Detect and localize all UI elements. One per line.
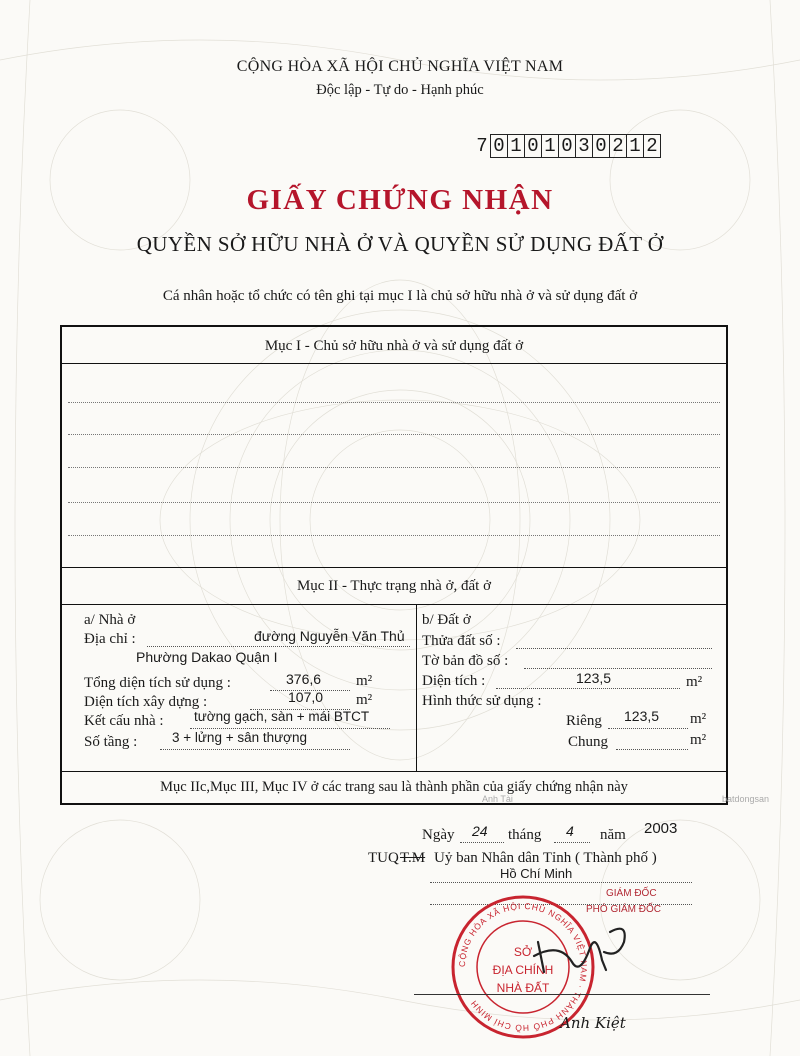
serial-boxes xyxy=(490,134,661,158)
section2-heading: Mục II - Thực trạng nhà ở, đất ở xyxy=(296,578,492,594)
serial-digit: 0 xyxy=(592,135,609,157)
unit-m2: m² xyxy=(356,673,373,689)
dotted-fill xyxy=(516,648,712,649)
private-label: Riêng xyxy=(566,713,602,729)
dotted-fill xyxy=(430,882,692,883)
land-area-label: Diện tích : xyxy=(422,673,486,689)
svg-text:ĐỊA CHÍNH: ĐỊA CHÍNH xyxy=(492,963,554,977)
dotted-fill xyxy=(460,842,504,843)
structure-label: Kết cấu nhà : xyxy=(84,713,164,729)
address-line1: đường Nguyễn Văn Thủ xyxy=(254,628,405,644)
section1-heading: Mục I - Chủ sở hữu nhà ở và sử dụng đất ở xyxy=(264,338,524,354)
floors-value: 3 + lửng + sân thượng xyxy=(172,730,308,745)
dotted-fill xyxy=(608,728,688,729)
date-year: 2003 xyxy=(644,820,678,837)
unit-m2: m² xyxy=(356,692,373,708)
built-area-value: 107,0 xyxy=(288,689,324,705)
divider xyxy=(60,604,728,605)
document-title: GIẤY CHỨNG NHẬN xyxy=(246,184,554,216)
signature-mark xyxy=(520,912,640,982)
land-area-value: 123,5 xyxy=(576,670,612,686)
land-heading: b/ Đất ở xyxy=(422,612,471,628)
signer-name: Anh Kiệt xyxy=(560,1014,626,1032)
dotted-fill xyxy=(554,842,590,843)
svg-text:SỞ: SỞ xyxy=(513,945,533,959)
seal-ring-text: CỘNG HÒA XÃ HỘI CHỦ NGHĨA VIỆT NAM · THÀNH PHỐ HỒ CHÍ MINH xyxy=(456,900,590,1034)
svg-text:NHÀ ĐẤT: NHÀ ĐẤT xyxy=(496,981,550,995)
owner-line xyxy=(68,434,720,435)
document-subtitle: QUYỀN SỞ HỮU NHÀ Ở VÀ QUYỀN SỬ DỤNG ĐẤT Ở xyxy=(136,232,664,256)
divider xyxy=(60,363,728,364)
total-area-value: 376,6 xyxy=(286,671,322,687)
dotted-fill xyxy=(160,749,350,750)
address-line2: Phường Dakao Quận I xyxy=(136,649,278,665)
role-director: GIÁM ĐỐC xyxy=(606,888,657,899)
serial-digit: 1 xyxy=(541,135,558,157)
total-area-label: Tổng diện tích sử dụng : xyxy=(84,675,231,691)
footnote: Mục IIc,Mục III, Mục IV ở các trang sau là thành phần của giấy chứng nhận này xyxy=(160,779,628,795)
serial-digit: 0 xyxy=(524,135,541,157)
serial-digit: 3 xyxy=(575,135,592,157)
watermark-right: batdongsan xyxy=(722,794,770,804)
owner-line xyxy=(68,535,720,536)
private-value: 123,5 xyxy=(624,708,660,724)
map-label: Tờ bản đồ số : xyxy=(422,653,509,669)
divider xyxy=(60,567,728,568)
watermark-left: Anh Tài xyxy=(482,794,513,804)
serial-digit: 1 xyxy=(507,135,524,157)
tuq-label: TUQ xyxy=(368,850,399,866)
intro-text: Cá nhân hoặc tổ chức có tên ghi tại mục I là chủ sở hữu nhà ở và sử dụng đất ở xyxy=(162,288,638,304)
dotted-fill xyxy=(496,688,680,689)
serial-digit: 0 xyxy=(493,135,505,157)
tm-struck: T.M xyxy=(400,850,426,866)
usage-label: Hình thức sử dụng : xyxy=(422,693,542,709)
column-divider xyxy=(416,604,417,771)
owner-line xyxy=(68,502,720,503)
role-deputy: PHÓ GIÁM ĐỐC xyxy=(586,904,662,915)
date-month-label: tháng xyxy=(508,827,542,843)
committee-name: Uỷ ban Nhân dân Tỉnh ( Thành phố ) xyxy=(434,850,657,866)
dotted-fill xyxy=(616,749,688,750)
owner-line xyxy=(68,402,720,403)
dotted-fill xyxy=(147,646,410,647)
nation-header: CỘNG HÒA XÃ HỘI CHỦ NGHĨA VIỆT NAM xyxy=(236,58,564,75)
dotted-fill xyxy=(524,668,712,669)
structure-value: tường gạch, sàn + mái BTCT xyxy=(194,709,370,724)
date-day-label: Ngày xyxy=(422,827,455,843)
serial-lead-digit: 7 xyxy=(476,135,488,157)
floors-label: Số tầng : xyxy=(84,734,138,750)
plot-label: Thửa đất số : xyxy=(422,633,501,649)
shared-label: Chung xyxy=(568,734,609,750)
unit-m2: m² xyxy=(686,674,703,690)
serial-digit: 2 xyxy=(609,135,626,157)
serial-digit: 2 xyxy=(643,135,660,157)
signature-underline xyxy=(414,994,710,995)
date-month: 4 xyxy=(566,823,574,839)
built-area-label: Diện tích xây dựng : xyxy=(84,694,208,710)
unit-m2: m² xyxy=(690,732,707,748)
dotted-fill xyxy=(190,728,390,729)
city-name: Hồ Chí Minh xyxy=(500,866,573,881)
house-heading: a/ Nhà ở xyxy=(84,612,136,628)
unit-m2: m² xyxy=(690,711,707,727)
main-frame xyxy=(60,325,728,805)
serial-digit: 1 xyxy=(626,135,643,157)
date-year-label: năm xyxy=(600,827,626,843)
address-label: Địa chỉ : xyxy=(84,631,136,647)
serial-digit: 0 xyxy=(558,135,575,157)
owner-line xyxy=(68,467,720,468)
serial-number xyxy=(474,134,661,158)
motto: Độc lập - Tự do - Hạnh phúc xyxy=(316,82,484,98)
divider xyxy=(60,771,728,772)
date-day: 24 xyxy=(472,823,488,839)
